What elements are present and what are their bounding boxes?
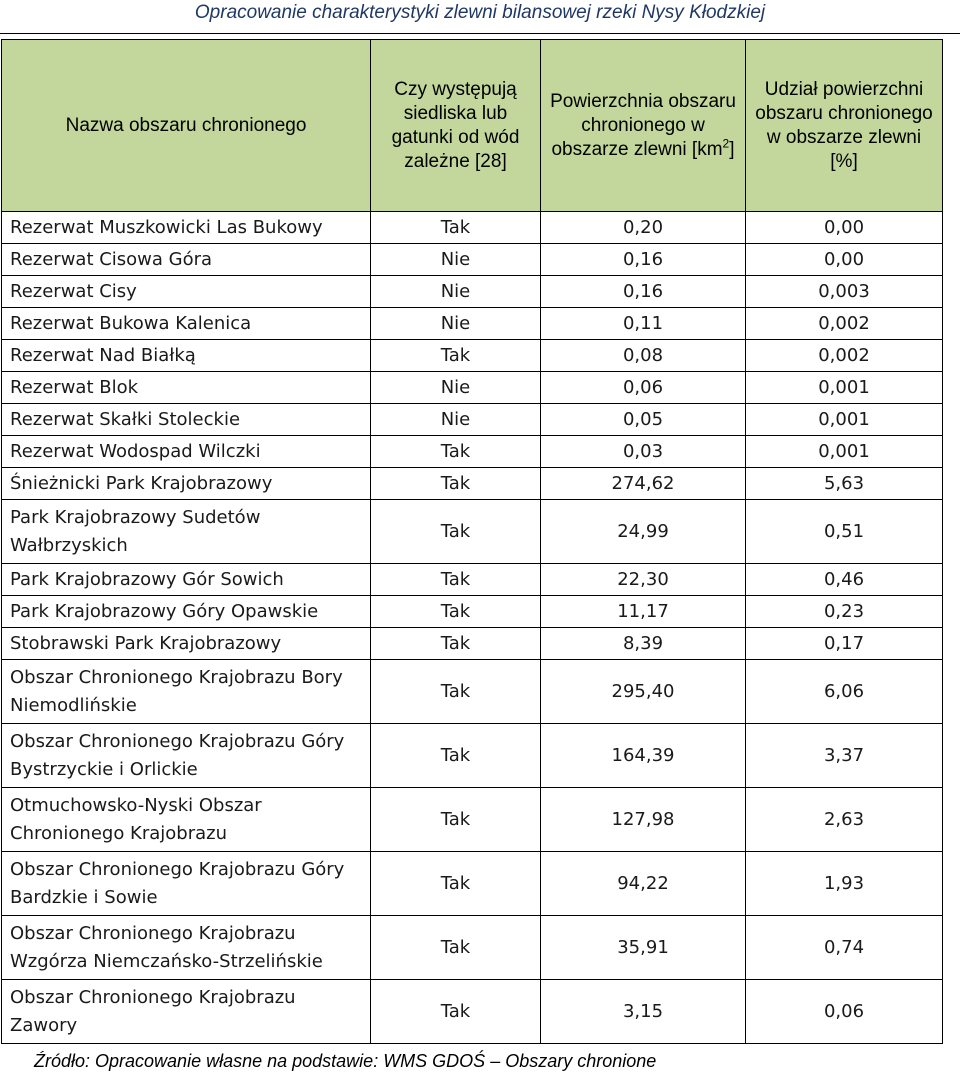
cell-area-name: Stobrawski Park Krajobrazowy (2, 628, 371, 660)
table-row (2, 788, 943, 852)
cell-share-percent: 0,003 (746, 276, 943, 308)
cell-area-km2: 35,91 (541, 916, 746, 980)
cell-dependent: Nie (371, 244, 541, 276)
cell-dependent: Nie (371, 372, 541, 404)
cell-area-name: Obszar Chronionego Krajobrazu Bory Niemodlińskie (2, 660, 371, 724)
table-row (2, 660, 943, 724)
column-header-area-superscript: 2 (722, 136, 730, 151)
cell-dependent: Tak (371, 340, 541, 372)
table-row (2, 916, 943, 980)
document-title: Opracowanie charakterystyki zlewni bilansowej rzeki Nysy Kłodzkiej (194, 2, 766, 23)
cell-area-name: Rezerwat Blok (2, 372, 371, 404)
cell-dependent: Tak (371, 724, 541, 788)
cell-area-km2: 295,40 (541, 660, 746, 724)
document-header (0, 2, 960, 24)
column-header-area-suffix: ] (729, 138, 735, 160)
table-row (2, 276, 943, 308)
cell-area-km2: 274,62 (541, 468, 746, 500)
cell-area-km2: 11,17 (541, 596, 746, 628)
cell-area-name: Śnieżnicki Park Krajobrazowy (2, 468, 371, 500)
cell-area-km2: 0,06 (541, 372, 746, 404)
cell-share-percent: 0,002 (746, 340, 943, 372)
table-row (2, 372, 943, 404)
cell-area-km2: 0,20 (541, 212, 746, 244)
cell-share-percent: 0,00 (746, 212, 943, 244)
cell-dependent: Tak (371, 212, 541, 244)
cell-dependent: Tak (371, 564, 541, 596)
cell-share-percent: 0,001 (746, 372, 943, 404)
table-row (2, 340, 943, 372)
cell-area-name: Park Krajobrazowy Góry Opawskie (2, 596, 371, 628)
cell-share-percent: 0,51 (746, 500, 943, 564)
cell-dependent: Nie (371, 308, 541, 340)
cell-area-name: Obszar Chronionego Krajobrazu Góry Bystrzyckie i Orlickie (2, 724, 371, 788)
cell-area-name: Otmuchowsko-Nyski Obszar Chronionego Krajobrazu (2, 788, 371, 852)
cell-dependent: Tak (371, 916, 541, 980)
table-row (2, 980, 943, 1044)
header-divider (0, 33, 960, 34)
cell-area-km2: 24,99 (541, 500, 746, 564)
cell-area-km2: 0,03 (541, 436, 746, 468)
column-header-area-text: Powierzchnia obszaru chronionego w obszarze zlewni [km (550, 90, 736, 160)
table-row (2, 724, 943, 788)
cell-area-km2: 94,22 (541, 852, 746, 916)
cell-area-name: Park Krajobrazowy Gór Sowich (2, 564, 371, 596)
cell-area-km2: 0,11 (541, 308, 746, 340)
cell-area-name: Rezerwat Muszkowicki Las Bukowy (2, 212, 371, 244)
table-row (2, 404, 943, 436)
cell-dependent: Tak (371, 500, 541, 564)
cell-dependent: Tak (371, 436, 541, 468)
cell-dependent: Tak (371, 852, 541, 916)
cell-share-percent: 0,002 (746, 308, 943, 340)
cell-area-km2: 8,39 (541, 628, 746, 660)
cell-share-percent: 0,23 (746, 596, 943, 628)
cell-share-percent: 0,46 (746, 564, 943, 596)
table-row (2, 628, 943, 660)
cell-dependent: Tak (371, 660, 541, 724)
cell-area-name: Rezerwat Nad Białką (2, 340, 371, 372)
cell-share-percent: 0,001 (746, 404, 943, 436)
cell-dependent: Tak (371, 468, 541, 500)
cell-share-percent: 0,00 (746, 244, 943, 276)
cell-share-percent: 3,37 (746, 724, 943, 788)
cell-area-name: Park Krajobrazowy Sudetów Wałbrzyskich (2, 500, 371, 564)
cell-area-name: Rezerwat Skałki Stoleckie (2, 404, 371, 436)
cell-dependent: Tak (371, 980, 541, 1044)
cell-share-percent: 0,17 (746, 628, 943, 660)
cell-area-name: Obszar Chronionego Krajobrazu Wzgórza Niemczańsko-Strzelińskie (2, 916, 371, 980)
cell-area-name: Rezerwat Cisy (2, 276, 371, 308)
table-row (2, 244, 943, 276)
column-header-area (541, 40, 746, 212)
cell-area-km2: 0,05 (541, 404, 746, 436)
cell-share-percent: 0,06 (746, 980, 943, 1044)
cell-area-km2: 164,39 (541, 724, 746, 788)
cell-share-percent: 0,74 (746, 916, 943, 980)
cell-area-km2: 22,30 (541, 564, 746, 596)
cell-area-km2: 127,98 (541, 788, 746, 852)
cell-area-name: Rezerwat Wodospad Wilczki (2, 436, 371, 468)
cell-area-km2: 3,15 (541, 980, 746, 1044)
table-body (2, 212, 943, 1044)
table-row (2, 852, 943, 916)
cell-dependent: Tak (371, 628, 541, 660)
cell-area-km2: 0,16 (541, 276, 746, 308)
cell-area-km2: 0,16 (541, 244, 746, 276)
protected-areas-table (1, 39, 943, 1044)
cell-dependent: Nie (371, 276, 541, 308)
column-header-name: Nazwa obszaru chronionego (2, 40, 371, 212)
table-row (2, 564, 943, 596)
cell-area-km2: 0,08 (541, 340, 746, 372)
table-row (2, 468, 943, 500)
cell-share-percent: 6,06 (746, 660, 943, 724)
column-header-share: Udział powierzchni obszaru chronionego w obszarze zlewni [%] (746, 40, 943, 212)
cell-dependent: Tak (371, 596, 541, 628)
cell-area-name: Rezerwat Bukowa Kalenica (2, 308, 371, 340)
cell-area-name: Obszar Chronionego Krajobrazu Zawory (2, 980, 371, 1044)
table-row (2, 212, 943, 244)
source-note: Źródło: Opracowanie własne na podstawie: WMS GDOŚ – Obszary chronione (34, 1051, 657, 1071)
cell-share-percent: 0,001 (746, 436, 943, 468)
cell-share-percent: 2,63 (746, 788, 943, 852)
cell-dependent: Tak (371, 788, 541, 852)
table-row (2, 500, 943, 564)
table-header-row (2, 40, 943, 212)
table-row (2, 308, 943, 340)
column-header-dependent: Czy występują siedliska lub gatunki od wód zależne [28] (371, 40, 541, 212)
cell-share-percent: 5,63 (746, 468, 943, 500)
table-row (2, 436, 943, 468)
cell-share-percent: 1,93 (746, 852, 943, 916)
table-row (2, 596, 943, 628)
cell-dependent: Nie (371, 404, 541, 436)
cell-area-name: Rezerwat Cisowa Góra (2, 244, 371, 276)
cell-area-name: Obszar Chronionego Krajobrazu Góry Bardzkie i Sowie (2, 852, 371, 916)
